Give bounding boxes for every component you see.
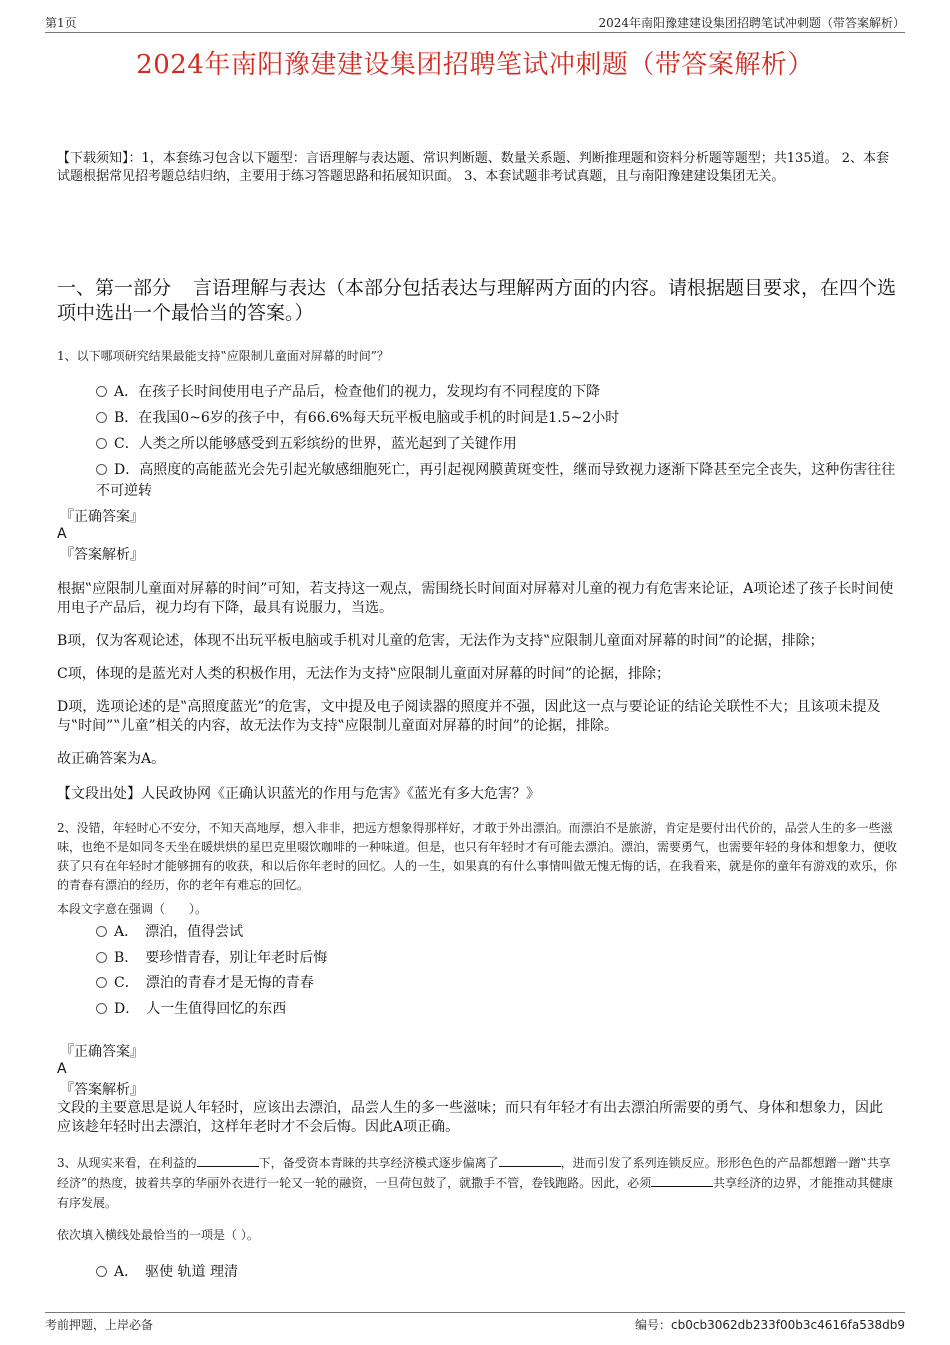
q1-option-c-text: C．人类之所以能够感受到五彩缤纷的世界，蓝光起到了关键作用 [114,436,517,452]
q2-option-b[interactable] [96,948,896,969]
q3-stem-part: 下，备受资本青睐的共享经济模式逐步偏离了 [258,1156,499,1170]
download-notice: 【下载须知】：1，本套练习包含以下题型：言语理解与表达题、常识判断题、数量关系题、判断推理题和资料分析题等题型；共135道。 2、本套试题根据常见招考题总结归纳，主要用于练习答题思路和拓展知识面。 3、本套试题非考试真题，且与南阳豫建建设集团无关。 [57,151,889,184]
q2-stem: 2、没错，年轻时心不安分，不知天高地厚，想入非非，把远方想象得那样好，才敢于外出漂泊。而漂泊不是旅游，肯定是要付出代价的，品尝人生的多一些滋味，也绝不是如同冬天坐在暖烘烘的星巴克里啜饮咖啡的一种味道。但是，也只有年轻时才有可能去漂泊。漂泊，需要勇气，也需要年轻的身体和想象力，便收获了只有在年轻时才能够拥有的收获，和以后你年老时的回忆。人的一生，如果真的有什么事情叫做无愧无悔的话，在我看来，就是你的童年有游戏的欢乐，你的青春有漂泊的经历，你的老年有难忘的回忆。 [57,821,898,892]
page-title: 2024年南阳豫建建设集团招聘笔试冲刺题（带答案解析） [136,50,814,80]
q2-analysis: 文段的主要意思是说人年轻时，应该出去漂泊，品尝人生的多一些滋味；而只有年轻才有出去漂泊所需要的勇气、身体和想象力，因此应该趁年轻时出去漂泊，这样年老时才不会后悔。因此A项正确。 [57,1100,883,1135]
footer-slogan: 考前押题，上岸必备 [45,1318,154,1332]
q1-option-d[interactable] [96,460,896,502]
q2-option-d-text: D． 人一生值得回忆的东西 [114,1001,287,1017]
q1-option-c[interactable] [96,434,896,455]
q1-conclusion: 故正确答案为A。 [57,751,166,767]
q2-analysis-label: 『答案解析』 [60,1082,144,1098]
section-heading [57,276,897,326]
q3-prompt: 依次填入横线处最恰当的一项是（ ）。 [57,1228,259,1242]
q2-option-a-text: A． 漂泊，值得尝试 [114,924,244,940]
q1-analysis-2: B项，仅为客观论述，体现不出玩平板电脑或手机对儿童的危害，无法作为支持‟应限制儿童面对屏幕的时间”的论据，排除； [57,633,824,649]
q2-answer: A [57,1061,67,1077]
footer-code-value: cb0cb3062db233f00b3c4616fa538db9 [671,1318,905,1332]
q1-source: 【文段出处】人民政协网《正确认识蓝光的作用与危害》《蓝光有多大危害？》 [57,786,540,802]
radio-icon[interactable] [96,926,107,937]
q2-option-a[interactable] [96,922,896,943]
q3-option-a-text: A． 驱使 轨道 理清 [114,1264,239,1280]
q3-stem [57,1153,902,1213]
q3-stem-part: 3、从现实来看，在利益的 [57,1156,197,1170]
q1-option-a-text: A．在孩子长时间使用电子产品后，检查他们的视力，发现均有不同程度的下降 [114,384,601,400]
q2-option-c[interactable] [96,973,896,994]
radio-icon[interactable] [96,438,107,449]
q1-option-b-text: B．在我国0~6岁的孩子中，有66.6%每天玩平板电脑或手机的时间是1.5~2小时 [114,410,620,426]
q3-stem-part: 共享经济的边界，才能推动其健康有序发展。 [57,1176,894,1210]
page-footer [45,1312,905,1333]
page-header [45,14,905,33]
q1-analysis-4: D项，选项论述的是‟高照度蓝光”的危害，文中提及电子阅读器的照度并不强，因此这一点与要论证的结论关联性不大；且该项未提及与‟时间”‟儿童”相关的内容，故无法作为支持‟应限制儿童面对屏幕的时间”的论据，排除。 [57,699,881,734]
q1-option-b[interactable] [96,408,896,429]
radio-icon[interactable] [96,977,107,988]
footer-code [635,1316,905,1333]
radio-icon[interactable] [96,412,107,423]
q1-analysis-label: 『答案解析』 [60,547,144,563]
blank-2[interactable] [499,1154,561,1167]
radio-icon[interactable] [96,952,107,963]
blank-3[interactable] [651,1174,713,1187]
page-number: 第1页 [45,16,77,30]
section-text: 言语理解与表达（本部分包括表达与理解两方面的内容。请根据题目要求，在四个选项中选出一个最恰当的答案。） [57,277,897,324]
q1-answer-label: 『正确答案』 [60,509,144,525]
q2-option-b-text: B． 要珍惜青春，别让年老时后悔 [114,950,328,966]
q2-option-c-text: C． 漂泊的青春才是无悔的青春 [114,975,314,991]
section-number: 一、第一部分 [57,277,172,299]
q3-option-a[interactable] [96,1262,896,1283]
radio-icon[interactable] [96,1003,107,1014]
q2-answer-label: 『正确答案』 [60,1044,144,1060]
radio-icon[interactable] [96,464,107,475]
q1-answer: A [57,526,67,542]
q2-option-d[interactable] [96,999,896,1020]
q1-analysis-1: 根据‟应限制儿童面对屏幕的时间”可知，若支持这一观点，需围绕长时间面对屏幕对儿童的视力有危害来论证，A项论述了孩子长时间使用电子产品后，视力均有下降，最具有说服力，当选。 [57,581,894,616]
footer-code-label: 编号： [635,1318,672,1332]
q1-option-a[interactable] [96,382,896,403]
q1-analysis-3: C项，体现的是蓝光对人类的积极作用，无法作为支持‟应限制儿童面对屏幕的时间”的论据，排除； [57,666,671,682]
radio-icon[interactable] [96,386,107,397]
q2-prompt: 本段文字意在强调（ ）。 [57,902,208,916]
radio-icon[interactable] [96,1266,107,1277]
header-doc-title: 2024年南阳豫建建设集团招聘笔试冲刺题（带答案解析） [598,16,905,30]
blank-1[interactable] [197,1154,259,1167]
q3-stem-part: ，进而引发了系列连锁反应。形形色色的产品都想蹭一蹭‟共享经济”的热度，披着共享的华丽外衣进行一轮又一轮的融资，一旦荷包鼓了，就撒手不管，卷钱跑路。因此，必须 [57,1156,891,1190]
q1-option-d-text: D．高照度的高能蓝光会先引起光敏感细胞死亡，再引起视网膜黄斑变性，继而导致视力逐渐下降甚至完全丧失，这种伤害往往不可逆转 [96,462,896,499]
q1-stem: 1、以下哪项研究结果最能支持‟应限制儿童面对屏幕的时间”？ [57,349,389,363]
